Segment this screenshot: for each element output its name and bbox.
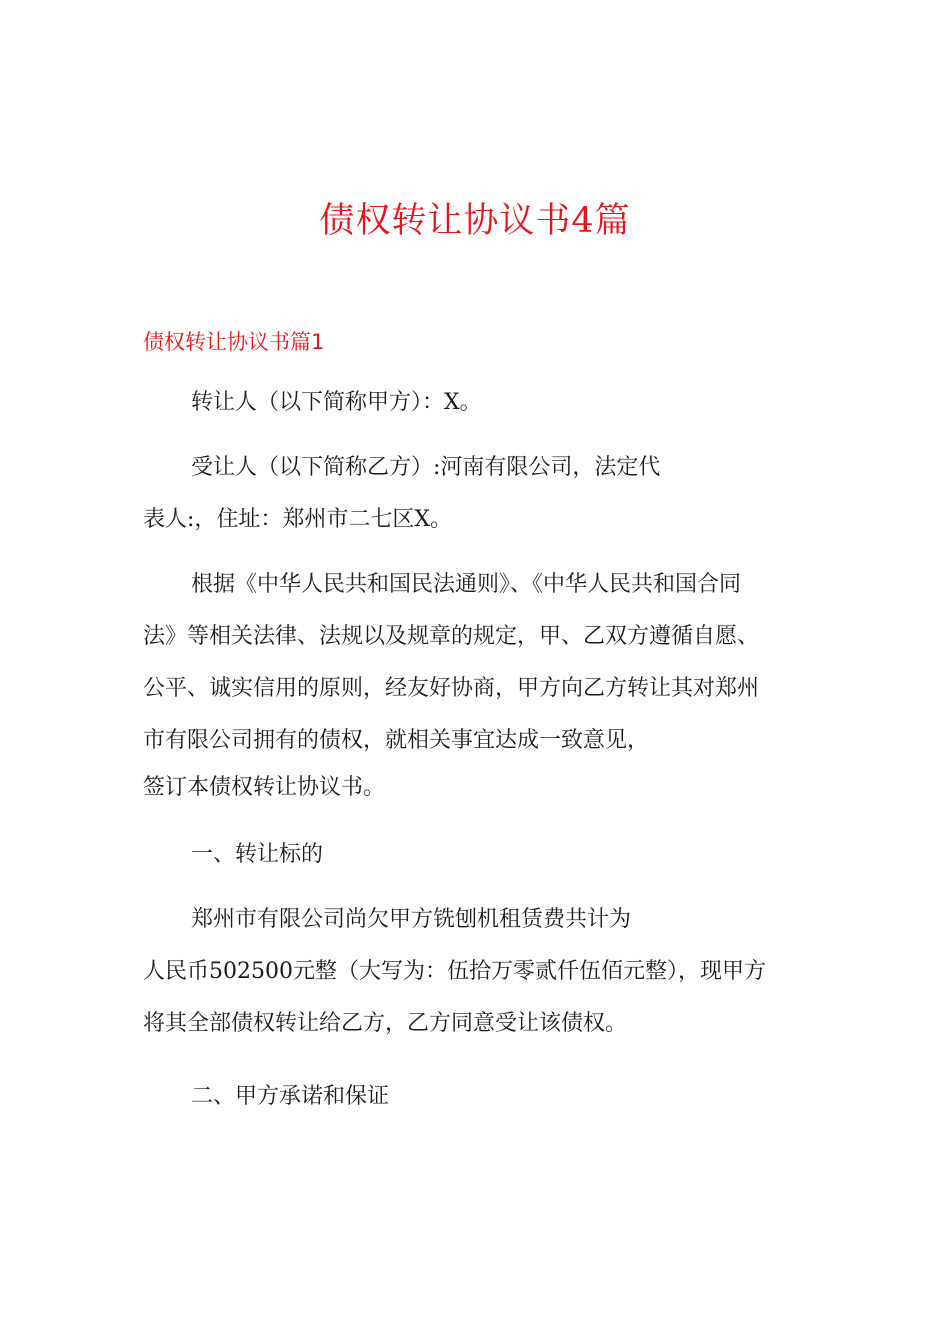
paragraph-line-basis-5: 签订本债权转让协议书。 (143, 775, 386, 800)
paragraph-line-subject-1: 郑州市有限公司尚欠甲方铣刨机租赁费共计为 (191, 907, 632, 932)
paragraph-line-basis-4: 市有限公司拥有的债权，就相关事宜达成一致意见， (143, 728, 650, 753)
paragraph-line-subject-3: 将其全部债权转让给乙方，乙方同意受让该债权。 (143, 1011, 628, 1036)
section-heading: 债权转让协议书篇1 (143, 330, 325, 354)
paragraph-line-transferee-cont: 表人:，住址：郑州市二七区X。 (143, 507, 453, 532)
paragraph-line-subject-2: 人民币502500元整（大写为：伍拾万零贰仟伍佰元整），现甲方 (143, 959, 766, 984)
clause-heading-2: 二、甲方承诺和保证 (191, 1084, 390, 1109)
clause-heading-1: 一、转让标的 (191, 842, 324, 867)
paragraph-line-basis-3: 公平、诚实信用的原则，经友好协商，甲方向乙方转让其对郑州 (143, 676, 760, 701)
paragraph-line-transferee: 受让人（以下简称乙方）:河南有限公司，法定代 (191, 455, 661, 480)
paragraph-line-basis-1: 根据《中华人民共和国民法通则》、《中华人民共和国合同 (191, 572, 742, 597)
paragraph-line-basis-2: 法》等相关法律、法规以及规章的规定，甲、乙双方遵循自愿、 (143, 624, 760, 649)
document-title: 债权转让协议书4篇 (319, 201, 631, 241)
paragraph-line-transferor: 转让人（以下简称甲方）：X。 (191, 390, 482, 415)
